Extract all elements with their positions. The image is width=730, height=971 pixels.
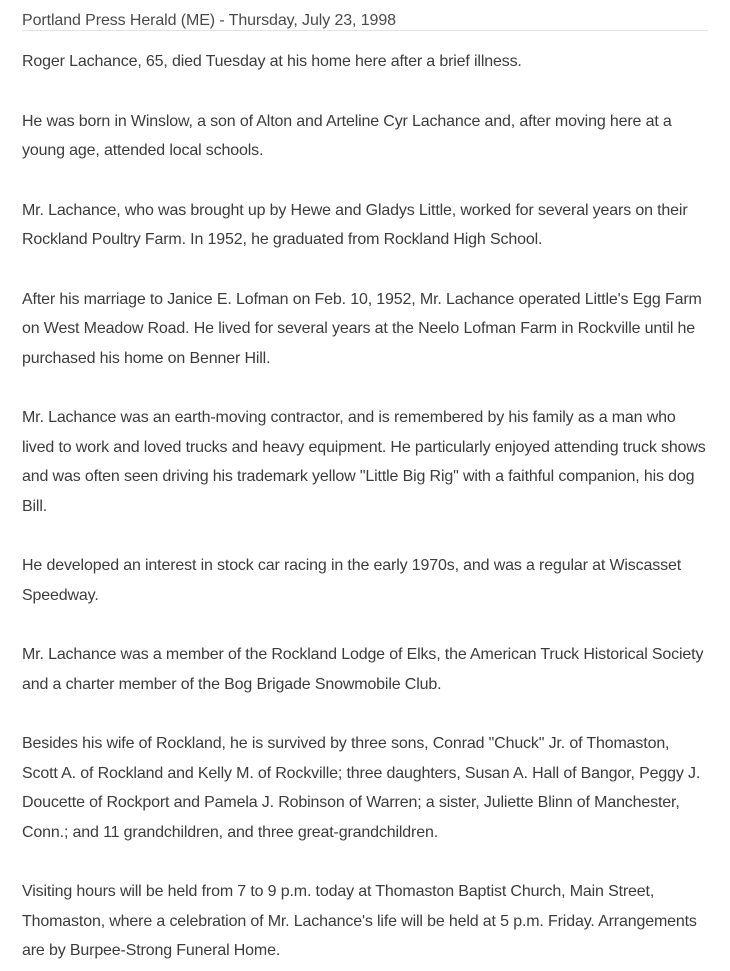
obituary-paragraph: After his marriage to Janice E. Lofman on Feb. 10, 1952, Mr. Lachance operated Little's Egg Farm on West Meadow Road. He lived for several years at the Neelo Lofman Farm in Rockville until he purchased his home on Benner Hill. (22, 290, 702, 367)
obituary-paragraph: He developed an interest in stock car racing in the early 1970s, and was a regular at Wiscasset Speedway. (22, 557, 681, 604)
obituary-paragraph: Mr. Lachance, who was brought up by Hewe and Gladys Little, worked for several years on their Rockland Poultry Farm. In 1952, he graduated from Rockland High School. (22, 201, 688, 248)
obituary-paragraph: Mr. Lachance was a member of the Rockland Lodge of Elks, the American Truck Historical Society and a charter member of the Bog Brigade Snowmobile Club. (22, 646, 704, 693)
obituary-article (22, 0, 708, 966)
publication-source-line: Portland Press Herald (ME) - Thursday, July 23, 1998 (22, 0, 708, 31)
obituary-paragraph: Besides his wife of Rockland, he is survived by three sons, Conrad "Chuck" Jr. of Thomaston, Scott A. of Rockland and Kelly M. of Rockville; three daughters, Susan A. Hall of Bangor, Peggy J. Doucette of Rockport and Pamela J. Robinson of Warren; a sister, Juliette Blinn of Manchester, Conn.; and 11 grandchildren, and three great-grandchildren. (22, 735, 701, 841)
obituary-paragraph: Visiting hours will be held from 7 to 9 p.m. today at Thomaston Baptist Church, Main Street, Thomaston, where a celebration of Mr. Lachance's life will be held at 5 p.m. Friday. Arrangements are by Burpee-Strong Funeral Home. (22, 883, 697, 959)
obituary-paragraph: Roger Lachance, 65, died Tuesday at his home here after a brief illness. (22, 53, 522, 70)
obituary-paragraph: He was born in Winslow, a son of Alton and Arteline Cyr Lachance and, after moving here at a young age, attended local schools. (22, 112, 672, 159)
obituary-paragraph: Mr. Lachance was an earth-moving contractor, and is remembered by his family as a man who lived to work and loved trucks and heavy equipment. He particularly enjoyed attending truck shows and was often seen driving his trademark yellow "Little Big Rig" with a faithful companion, his dog Bill. (22, 409, 706, 515)
obituary-body (22, 47, 708, 966)
